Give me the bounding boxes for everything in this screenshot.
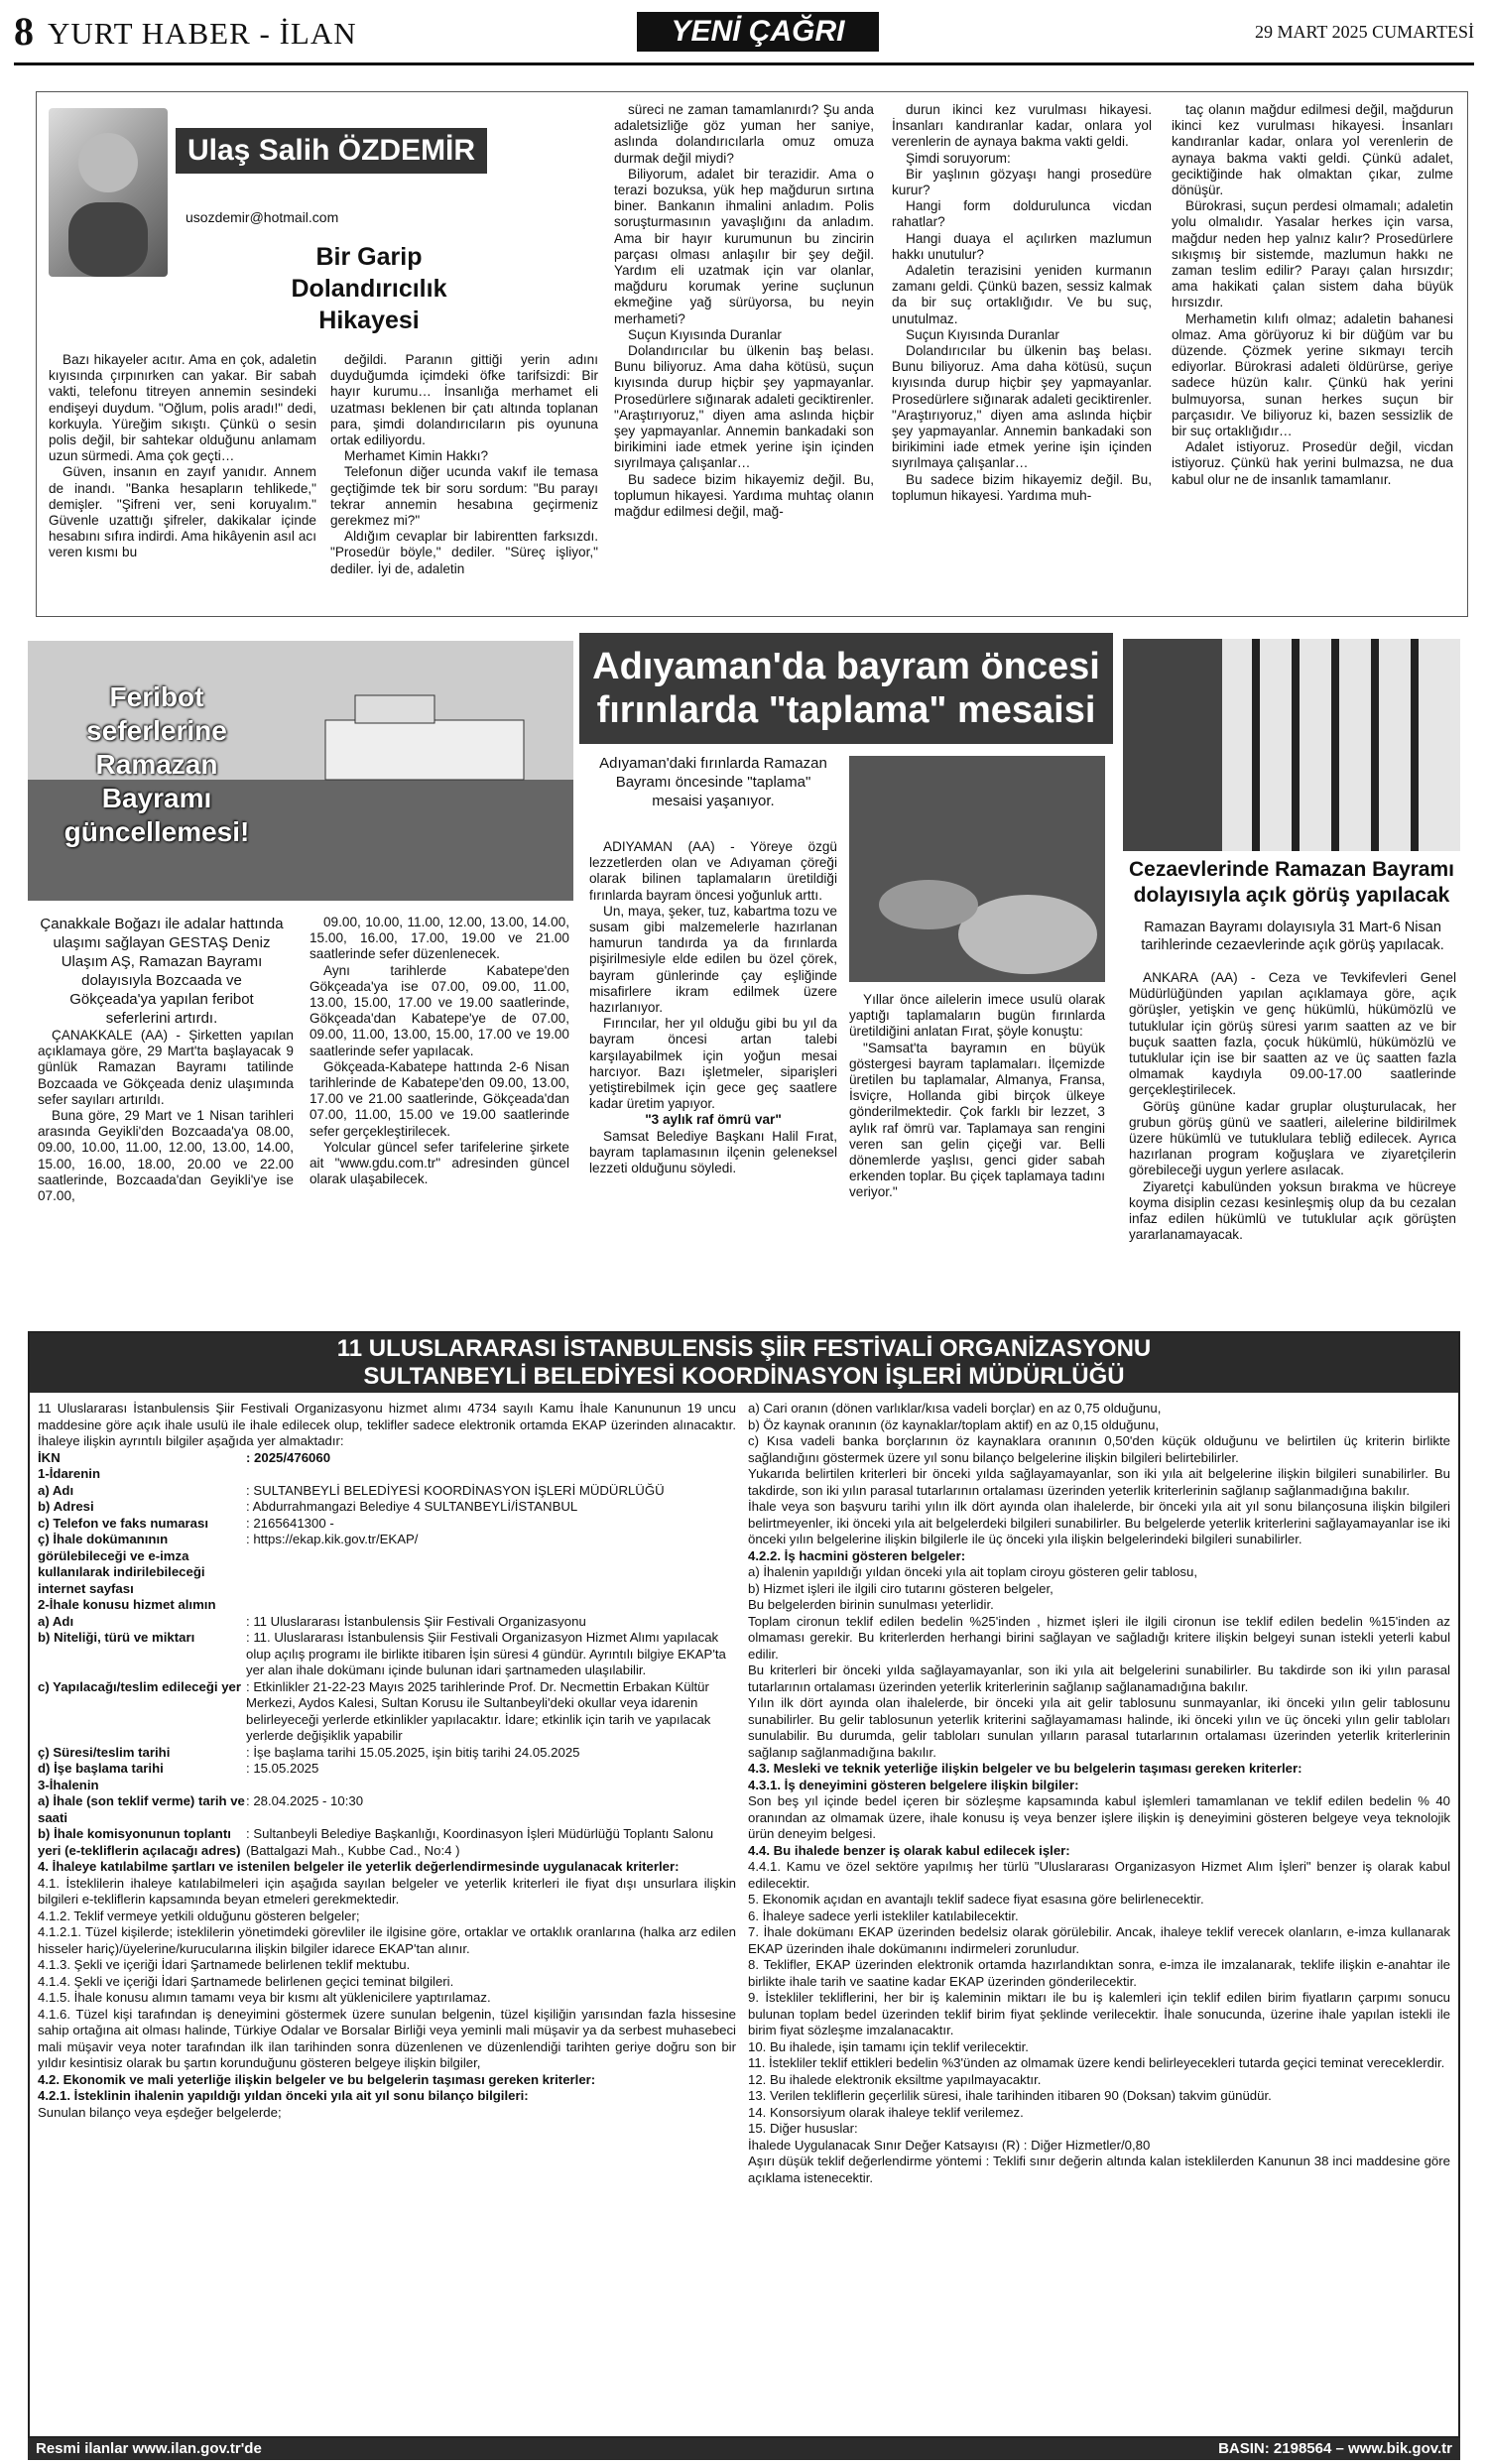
announcement-paragraph: 11. İstekliler teklif ettikleri bedelin %3'ünden az olmamak üzere kendi belirleyecekleri tutarda geçici teminat vereceklerdir.	[748, 2055, 1445, 2070]
kv-row: a) İhale (son teklif verme) tarih ve saati : 28.04.2025 - 10:30	[38, 1793, 364, 1825]
section-administration: 1-İdarenin	[38, 1466, 101, 1481]
announcement-paragraph: 4.1.6. Tüzel kişi tarafından iş deneyimini göstermek üzere sunulan belgenin, tüzel kişiliğin yarısından fazla hissesine sahip ortağına ait olması halinde, Türkiye Odalar ve Borsalar Birliği veya yeminli mali müşavir ya da serbest muhasebeci mali müşavir veya noter tarafından ilk ilan tarihinden sonra düzenlenen ve düzenlendiği tarihten geriye doğru son bir yıldır kesintisiz olarak bu şartın korunduğunu gösteren belgeye ilişkin bilgiler,	[38, 2006, 736, 2070]
announcement-paragraph: 15. Diğer hususlar:	[748, 2121, 858, 2136]
column-text-2: değildi. Paranın gittiği yerin adını duyduğumda içimdeki öfke tarifsizdi: Bir hayır kurumu… İnsanlığa merhamet eli uzatması beklenen bir çatı altında toplanan para, şimdi dolandırıcıların pis oyununa ortak ediliyordu. Merhamet Kimin Hakkı? Telefonun diğer ucunda vakıf ile temasa geçtiğimde tek bir soru sordum: "Bu parayı tekrar annemin hesabına geçirmeniz gerekmez mi?" Aldığım cevaplar bir labirentten farksızdı. "Prosedür böyle," dediler. "Süreç işliyor," dediler. İyi de, adaletin	[330, 352, 598, 576]
announcement-paragraph: 7. İhale dokümanı EKAP üzerinden bedelsiz olarak görülebilir. Ancak, ihaleye teklif verecek olanların, e-imza kullanarak EKAP üzerinden ihale dokümanını indirmeleri zorunludur.	[748, 1924, 1450, 1956]
announcement-paragraph: 14. Konsorsiyum olarak ihaleye teklif verilemez.	[748, 2104, 1024, 2120]
page-number: 8	[14, 9, 34, 54]
column-text-5: taç olanın mağdur edilmesi değil, mağdurun ikinci kez vurulması hikayesi. İnsanları kandıranlar kadar, onlara yol verenlerin de aynaya bakma vakti geldi. Çünkü adalet, geciktiğinde hak olmaktan çıkar, zulme dönüşür. Bürokrasi, suçun perdesi olmamalı; adaletin yolu olmalıdır. Yasalar herkes için varsa, mağdur neden hep yalnız kalır? Prosedürlere sıkışmış bir sistemde, mazlumun hakkı ne zaman teslim edilir? Parayı çalan hırsızdır; ama hakikati çalan sistem daha büyük hırsızdır. Merhametin kılıfı olmaz; adaletin bahanesi olmaz. Ama görüyoruz ki bir düğüm var bu düzende. Çözmek yerine sıkmayı tercih ediyorlar. Bürokrasi adaleti öldürürse, geriye sadece hüzün kalır. Çünkü hak yerini bulmuyorsa, sunan herkes suçun bir parçasıdır. Ve biliyoruz ki, bazen sessizlik de bir suç ortaklığıdır… Adalet istiyoruz. Prosedür değil, vicdan istiyoruz. Çünkü hak yerini bulmazsa, ne dua kabul olur ne de insanlık tamamlanır.	[1172, 102, 1453, 487]
announcement-paragraph: 4.1. İsteklilerin ihaleye katılabilmeleri için aşağıda sayılan belgeler ve yeterlik kriterleri ile fiyat dışı unsurlara ilişkin bilgileri e-tekliflerin kapsamında beyan etmeleri gerekmektedir.	[38, 1875, 736, 1907]
author-photo	[49, 108, 168, 277]
kv-row: d) İşe başlama tarihi : 15.05.2025	[38, 1761, 319, 1776]
ferry-text-2: 09.00, 10.00, 11.00, 12.00, 13.00, 14.00, 15.00, 16.00, 17.00, 19.00 ve 21.00 saatlerinde sefer düzenlenecek. Aynı tarihlerde Kabatepe'den Gökçeada'ya ise 07.00, 09.00, 11.00, 13.00, 15.00, 17.00 ve 19.00 saatlerinde, Gökçeada'dan Kabatepe'ye de 07.00, 09.00, 11.00, 13.00, 15.00, 17.00 ve 19.00 saatlerinde sefer yapılacak. Gökçeada-Kabatepe hattında 2-6 Nisan tarihlerinde de Kabatepe'den 09.00, 13.00, 17.00 ve 21.00 saatlerinde, Gökçeada'dan 07.00, 11.00, 15.00 ve 19.00 saatlerinde sefer gerçekleştirilecek. Yolcular güncel sefer tarifelerine şirkete ait "www.gdu.com.tr" adresinden güncel olarak ulaşabilecek.	[310, 915, 569, 1187]
kv-row: a) Adı : SULTANBEYLİ BELEDİYESİ KOORDİNASYON İŞLERİ MÜDÜRLÜĞÜ	[38, 1482, 665, 1498]
announcement-paragraph: 9. İstekliler tekliflerini, her bir iş kaleminin miktarı ile bu iş kalemleri için teklif edilen birim fiyatların çarpımı sonucu bulunan toplam bedel üzerinden teklif birim fiyat şeklinde verilecektir. İhale sonucunda, üzerine ihale yapılan istekli ile birim fiyat sözleşme imzalanacaktır.	[748, 1990, 1450, 2037]
announcement-left-column	[38, 1401, 736, 2121]
page-header	[14, 8, 1474, 65]
announcement-paragraph: b) Hizmet işleri ile ilgili ciro tutarını gösteren belgeler,	[748, 1580, 1054, 1596]
announcement-paragraph: 4.1.3. Şekli ve içeriği İdari Şartnamede belirlenen teklif mektubu.	[38, 1957, 411, 1972]
section-tender: 3-İhalenin	[38, 1777, 99, 1792]
announcement-paragraph: a) Cari oranın (dönen varlıklar/kısa vadeli borçlar) en az 0,75 olduğunu,	[748, 1401, 1162, 1416]
announcement-paragraph: 4.3.1. İş deneyimini gösteren belgelere ilişkin bilgiler:	[748, 1777, 1079, 1792]
announcement-paragraph: 4.1.5. İhale konusu alımın tamamı veya bir kısmı alt yüklenicilere yaptırılamaz.	[38, 1990, 491, 2005]
bakery-photo	[849, 756, 1105, 982]
announcement-intro: 11 Uluslararası İstanbulensis Şiir Festivali Organizasyonu hizmet alımı 4734 sayılı Kamu İhale Kanununun 19 uncu maddesine göre açık ihale usulü ile ihale edilecek olup, teklifler sadece elektronik ortamda EKAP üzerinden alınacaktır. İhaleye ilişkin ayrıntılı bilgiler aşağıda yer almaktadır:	[38, 1401, 736, 1448]
announcement-paragraph: Bu kriterleri bir önceki yılda sağlayamayanlar, son iki yıla ait belgelerini sunabilirler. Bu takdirde son iki yılın parasal tutarlarının ortalaması üzerinden yeterlik kriterlerinin sağlanıp sağlanamadığına bakılır.	[748, 1663, 1450, 1694]
announcement-paragraph: 6. İhaleye sadece yerli istekliler katılabilecektir.	[748, 1908, 1019, 1923]
announcement-paragraph: b) Öz kaynak oranının (öz kaynaklar/toplam aktif) en az 0,15 olduğunu,	[748, 1417, 1160, 1432]
announcement-paragraph: 4.1.2.1. Tüzel kişilerde; isteklilerin yönetimdeki görevliler ile ilgisine göre, ortaklar ve ortaklık oranlarına (halka arz edilen hisseler hariç)/üyelerine/kurucularına ilişkin bilgiler idarece EKAP'tan alınır.	[38, 1924, 736, 1956]
kv-row: b) Niteliği, türü ve miktarı : 11. Uluslararası İstanbulensis Şiir Festivali Organizasyon Hizmet Alımı yapılacak olup açılış programı ile birlikte itibaren İşin süresi 4 gündür. Ayrıntılı bilgiye EKAP'ta yer alan ihale dokümanı içinde bulunan idari şartnameden ulaşılabilir.	[38, 1630, 726, 1677]
bakery-text-1: ADIYAMAN (AA) - Yöreye özgü lezzetlerden olan ve Adıyaman çöreği olarak bilinen taplamaların üretildiği fırınlarda bayram öncesi yoğunluk arttı. Un, maya, şeker, tuz, kabartma tozu ve susam gibi malzemelerle hazırlanan hamurun tandırda ya da fırınlarda pişirilmesiyle elde edilen bu özel çörek, bayram günlerinde çay eşliğinde misafirlere ikram edilmek üzere hazırlanıyor. Fırıncılar, her yıl olduğu gibi bu yıl da bayram öncesi artan talebi karşılayabilmek için yoğun mesai harcıyor. Bazı işletmeler, siparişleri yetiştirebilmek için gece geç saatlere kadar üretim yapıyor. "3 aylık raf ömrü var" Samsat Belediye Başkanı Halil Fırat, bayram taplamasının ilçenin geleneksel lezzeti olduğunu söyledi.	[589, 839, 837, 1176]
bakery-text-2: Yıllar önce ailelerin imece usulü olarak yaptığı taplamaların bugün fırınlarda üretildiğini anlatan Fırat, şöyle konuştu: "Samsat'ta bayramın en büyük göstergesi bayram taplamaları. İlçemizde üretilen bu taplamalar, Almanya, Fransa, İsviçre, Hollanda gibi birçok ülkeye gönderilmektedir. Çok farklı bir lezzet, 3 aylık raf ömrü var. Taplamaya san rengini veren san gelin çiçeği var. Belli dönemlerde yaşlısı, genci gider sabah erkenden toplar. Bu çiçek taplamaya tadını veriyor."	[849, 992, 1105, 1200]
author-email: usozdemir@hotmail.com	[186, 209, 339, 225]
announcement-paragraph: Yılın ilk dört ayında olan ihalelerde, bir önceki yıla ait gelir tablosunu sunmayanlar, iki önceki yılın gelir tablosunu sunabilirler. Bu gelir tablosunun yeterlik kriterini sağlayamaması halinde, iki önceki yılın ve üç önceki yılın gelir tabloları sunulabilir. Bu durumda, gelir tabloları sunulan yılların parasal tutarlarının ortalaması üzerinden yeterlik kriterlerinin sağlanıp sağlanmadığına bakılır.	[748, 1695, 1450, 1760]
author-name: Ulaş Salih ÖZDEMİR	[176, 128, 487, 174]
ferry-title: Feribot seferlerine Ramazan Bayramı güncellemesi!	[63, 681, 250, 847]
announcement-paragraph: Sunulan bilanço veya eşdeğer belgelerde;	[38, 2104, 282, 2120]
footer-left: Resmi ilanlar www.ilan.gov.tr'de	[36, 2440, 262, 2457]
issue-date: 29 MART 2025 CUMARTESİ	[1254, 22, 1474, 42]
announcement-paragraph: 12. Bu ihalede elektronik eksiltme yapılmayacaktır.	[748, 2071, 1042, 2087]
announcement-paragraph: 4.4. Bu ihalede benzer iş olarak kabul edilecek işler:	[748, 1842, 1070, 1858]
prison-title: Cezaevlerinde Ramazan Bayramı dolayısıyla açık görüş yapılacak	[1129, 858, 1454, 907]
newspaper-logo: YENİ ÇAĞRI	[637, 12, 879, 52]
section-title: YURT HABER - İLAN	[48, 16, 357, 51]
announcement-paragraph: 4.2.1. İsteklinin ihalenin yapıldığı yıldan önceki yıla ait yıl sonu bilanço bilgileri:	[38, 2088, 529, 2103]
tender-announcement	[28, 1331, 1460, 2438]
kv-row: ç) Süresi/teslim tarihi : İşe başlama tarihi 15.05.2025, işin bitiş tarihi 24.05.2025	[38, 1744, 580, 1760]
announcement-paragraph: 4.1.4. Şekli ve içeriği İdari Şartnamede belirlenen geçici teminat bilgileri.	[38, 1973, 454, 1989]
announcement-paragraph: İhale veya son başvuru tarihi yılın ilk dört ayında olan ihalelerde, bir önceki yıla ait yıl sonu bilançosuna ilişkin bilgileri belirtmeyenler, iki önceki yıla ait belgelerdeki bilgileri sunabilirler. Bu belgelerde yeterlik kriterlerini sağlayamayanlar ise iki önceki yılın belgelerine ilişkin bilgilerle ile üç önceki yıla ilişkin belgelerindeki bilgileri sunabilirler.	[748, 1499, 1450, 1546]
announcement-paragraph: Bu belgelerden birinin sunulması yeterlidir.	[748, 1597, 994, 1612]
prison-text: ANKARA (AA) - Ceza ve Tevkifevleri Genel Müdürlüğünden yapılan açıklamaya göre, açık görüşler, yetişkin ve genç hükümlü, hükümözlü ve tutuklular için görüş süresi yarım saatten az ve bir buçuk saatten fazla, çocuk hükümlü, hükümözlü ve tutuklular için ise bir saatten az ve üç saatten fazla olmamak kaydıyla 09.00-17.00 saatlerinde gerçekleştirilecek. Görüş gününe kadar gruplar oluşturulacak, her grubun görüş günü ve saatleri, ailelerine bildirilmek üzere hükümlü ve tutuklulara tebliğ edilecek. Ayrıca hazırlanan program koğuşlara ve ziyaretçilerin görebileceği uygun yerlere asılacak. Ziyaretçi kabulünden yoksun bırakma ve hücreye koyma disiplin cezası kesinleşmiş olup da bu cezalan infaz edilen hükümlü ve tutuklular açık görüşten yararlanamayacak.	[1129, 970, 1456, 1243]
announcement-paragraph: 4.2. Ekonomik ve mali yeterliğe ilişkin belgeler ve bu belgelerin taşıması gereken kriterler:	[38, 2071, 596, 2087]
announcement-conditions	[38, 1859, 736, 2121]
announcement-paragraph: c) Kısa vadeli banka borçlarının öz kaynaklara oranının 0,50'den küçük olduğunu ve belirtilen üç kriterin birlikte sağlandığını göstermek üzere yıl sonu bilanço belgelerine ilişkin bilgileri belirtebilirler.	[748, 1433, 1450, 1465]
announcement-paragraph: Yukarıda belirtilen kriterleri bir önceki yılda sağlayamayanlar, son iki yıla ait belgelerine ilişkin bilgileri sunabilirler. Bu takdirde, son iki yılın parasal tutarlarının ortalaması üzerinden yeterlik kriterlerinin sağlanıp sağlanmadığına bakılır.	[748, 1466, 1450, 1498]
column-text-4: durun ikinci kez vurulması hikayesi. İnsanları kandıranlar kadar, onlara yol verenlerin de aynaya bakma vakti geldi. Şimdi soruyorum: Bir yaşlının gözyaşı hangi prosedüre kurur? Hangi form doldurulunca vicdan rahatlar? Hangi duaya el açılırken mazlumun hakkı unutulur? Adaletin terazisini yeniden kurmanın zamanı geldi. Çünkü bazen, sessiz kalmak da bir suç ortaklığıdır. Ve bu suç, unutulmaz. Suçun Kıyısında Duranlar Dolandırıcılar bu ülkenin baş belası. Bunu biliyoruz. Ama daha kötüsü, suçun kıyısında durup hiçbir şey yapmayanlar. Prosedürlere sığınarak adaleti geciktirenler. "Araştırıyoruz," diyen ama aslında hiçbir şey yapmayanlar. Annemin bankadaki son birikimini iade etmek yerine işin içinden sıyrılmaya çalışanlar… Bu sadece bizim hikayemiz değil. Bu, toplumun hikayesi. Yardıma muh-	[892, 102, 1152, 503]
ferry-lead: Çanakkale Boğazı ile adalar hattında ulaşımı sağlayan GESTAŞ Deniz Ulaşım AŞ, Ramazan Bayramı dolayısıyla Bozcaada ve Gökçeada'ya yapılan feribot seferlerini artırdı.	[40, 916, 284, 1027]
kv-row: c) Telefon ve faks numarası : 2165641300 -	[38, 1515, 334, 1531]
announcement-paragraph: 4.4.1. Kamu ve özel sektöre yapılmış her türlü "Uluslararası Organizasyon Hizmet Alım İşleri" benzer iş olarak kabul edilecektir.	[748, 1859, 1450, 1891]
bread-image	[849, 756, 1105, 982]
announcement-title: 11 ULUSLARARASI İSTANBULENSİS ŞİİR FESTİVALİ ORGANİZASYONU SULTANBEYLİ BELEDİYESİ KOORDİNASYON İŞLERİ MÜDÜRLÜĞÜ	[30, 1333, 1458, 1393]
section-service: 2-İhale konusu hizmet alımın	[38, 1597, 216, 1612]
kv-row: b) İhale komisyonunun toplantı yeri (e-tekliflerin açılacağı adres) : Sultanbeyli Belediye Başkanlığı, Koordinasyon İşleri Müdürlüğü Toplantı Salonu (Battalgazi Mah., Kubbe Cad., No:4 )	[38, 1826, 714, 1858]
announcement-paragraph: 5. Ekonomik açıdan en avantajlı teklif sadece fiyat esasına göre belirlenecektir.	[748, 1892, 1204, 1907]
bakery-title: Adıyaman'da bayram öncesi fırınlarda "taplama" mesaisi	[579, 633, 1113, 744]
kv-row: ç) İhale dokümanının görülebileceği ve e-imza kullanılarak indirilebileceği internet sayfası : https://ekap.kik.gov.tr/EKAP/	[38, 1532, 419, 1596]
announcement-right-column	[748, 1401, 1450, 2186]
announcement-paragraph: 4. İhaleye katılabilme şartları ve istenilen belgeler ile yeterlik değerlendirmesinde uygulanacak kriterler:	[38, 1859, 680, 1874]
announcement-paragraph: 4.2.2. İş hacmini gösteren belgeler:	[748, 1547, 966, 1563]
bakery-lead: Adıyaman'daki fırınlarda Ramazan Bayramı öncesinde "taplama" mesaisi yaşanıyor.	[599, 755, 827, 809]
kv-row: a) Adı : 11 Uluslararası İstanbulensis Şiir Festivali Organizasyonu	[38, 1613, 586, 1629]
prison-lead: Ramazan Bayramı dolayısıyla 31 Mart-6 Nisan tarihlerinde cezaevlerinde açık görüş yapılacak.	[1141, 920, 1444, 953]
announcement-paragraph: İhalede Uygulanacak Sınır Değer Katsayısı (R) : Diğer Hizmetler/0,80	[748, 2137, 1151, 2153]
ferry-photo	[28, 641, 573, 901]
column-text-3: süreci ne zaman tamamlanırdı? Şu anda adaletsizliğe göz yuman her saniye, aslında dolandırıcılarla omuz omuza durmak değil miydi? Biliyorum, adalet bir terazidir. Ama o terazi bozuksa, yük hep mağdurun sırtına biner. Bankanın ihmalini anladım. Polis soruşturmasının yavaşlığını da anladım. Ama bir hayır kurumunun bu zincirin parçası olması anlaşılır bir şey değil. Yardım eli uzatmak için var olanlar, mağduru korumak yerine suçlunun ekmeğine yağ sürüyorsa, bu neyin merhameti? Suçun Kıyısında Duranlar Dolandırıcılar bu ülkenin baş belası. Bunu biliyoruz. Ama daha kötüsü, suçun kıyısında durup hiçbir şey yapmayanlar. Prosedürlere sığınarak adaleti geciktirenler. "Araştırıyoruz," diyen ama aslında hiçbir şey yapmayanlar. Annemin bankadaki son birikimini iade etmek yerine işin içinden sıyrılmaya çalışanlar… Bu sadece bizim hikayemiz değil. Bu, toplumun hikayesi. Yardıma muhtaç olanın mağdur edilmesi değil, mağ-	[614, 102, 874, 520]
announcement-paragraph: 10. Bu ihalede, işin tamamı için teklif verilecektir.	[748, 2038, 1029, 2054]
announcement-paragraph: a) İhalenin yapıldığı yıldan önceki yıla ait toplam ciroyu gösteren gelir tablosu,	[748, 1564, 1198, 1579]
ikn-row: İKN : 2025/476060	[38, 1449, 331, 1465]
announcement-paragraph: Son beş yıl içinde bedel içeren bir sözleşme kapsamında kabul işlemleri tamamlanan ve teklif edilen bedelin % 40 oranından az olmamak üzere, ihale konusu iş veya benzer işlere ilişkin iş deneyimini gösteren belgeye veya teknolojik ürün deneyim belgesi.	[748, 1793, 1450, 1841]
person-icon	[49, 108, 168, 277]
prison-bars-image	[1123, 639, 1460, 851]
opinion-column	[36, 91, 1468, 617]
kv-row: c) Yapılacağı/teslim edileceği yer : Etkinlikler 21-22-23 Mayıs 2025 tarihlerinde Prof. Dr. Necmettin Erbakan Kültür Merkezi, Aydos Kalesi, Sultan Korusu ile Sultanbeyli'deki okullar veya idarenin belirleyeceği yerlerde etkinlikler yapılacaktır. İdare; etkinlik için tarih ve yapılacak yerlerde değişiklik yapabilir	[38, 1678, 711, 1743]
ferry-text-1: ÇANAKKALE (AA) - Şirketten yapılan açıklamaya göre, 29 Mart'ta başlayacak 9 günlük Ramazan Bayramı tatilinde Bozcaada ve Gökçeada deniz ulaşımında sefer sayıları artırıldı. Buna göre, 29 Mart ve 1 Nisan tarihleri arasında Geyikli'den Bozcaada'ya 08.00, 09.00, 10.00, 11.00, 12.00, 13.00, 14.00, 15.00, 16.00, 18.00, 20.00 ve 22.00 saatlerinde, Bozcaada'dan Geyikli'ye ise 07.00,	[38, 1028, 294, 1204]
column-text-1: Bazı hikayeler acıtır. Ama en çok, adaletin kıyısında çırpınırken can yakar. Bir sabah vakti, telefonu titreyen annemin sesindeki endişeyi duydum. "Oğlum, polis aradı!" dedi, korkuyla. Yüreğim sıkıştı. Çünkü o sesin polis değil, bir sahtekar olduğunu anlamam uzun sürmedi. Ama çok geçti… Güven, insanın en zayıf yanıdır. Annem de inandı. "Banka hesapların tehlikede," demişler. "Şifreni ver, seni koruyalım." Güvenle uzattığı şifreler, dakikalar içinde hesabını sıfıra indirdi. Ama hikâyenin asıl acı veren kısmı bu	[49, 352, 316, 560]
announcement-paragraph: 4.1.2. Teklif vermeye yetkili olduğunu gösteren belgeler;	[38, 1908, 360, 1923]
announcement-paragraph: 4.3. Mesleki ve teknik yeterliğe ilişkin belgeler ve bu belgelerin taşıması gereken kriterler:	[748, 1761, 1302, 1776]
announcement-paragraph: 8. Teklifler, EKAP üzerinden elektronik ortamda hazırlandıktan sonra, e-imza ile imzalanarak, teklife ilişkin e-anahtar ile birlikte ihale tarih ve saatine kadar EKAP üzerinden gönderilecektir.	[748, 1957, 1450, 1989]
column-title: Bir Garip Dolandırıcılık Hikayesi	[291, 243, 447, 334]
announcement-paragraph: 13. Verilen tekliflerin geçerlilik süresi, ihale tarihinden itibaren 90 (Doksan) takvim günüdür.	[748, 2088, 1272, 2103]
page-footer	[28, 2438, 1460, 2460]
announcement-paragraph: Toplam cironun teklif edilen bedelin %25'inden , hizmet işleri ile ilgili cironun ise teklif edilen bedelin %15'inden az olmaması gerekir. Bu kriterlerden herhangi birini sağlayan ve sağladığı kritere ilişkin belgeyi sunan istekli yeterli kabul edilir.	[748, 1613, 1450, 1662]
footer-right: BASIN: 2198564 – www.bik.gov.tr	[1218, 2440, 1452, 2457]
prison-photo	[1123, 639, 1460, 851]
kv-row: b) Adresi : Abdurrahmangazi Belediye 4 SULTANBEYLİ/İSTANBUL	[38, 1499, 578, 1514]
announcement-paragraph: Aşırı düşük teklif değerlendirme yöntemi : Teklifi sınır değerin altında kalan isteklilerden Kanunun 38 inci maddesine göre açıklama istenecektir.	[748, 2154, 1450, 2185]
